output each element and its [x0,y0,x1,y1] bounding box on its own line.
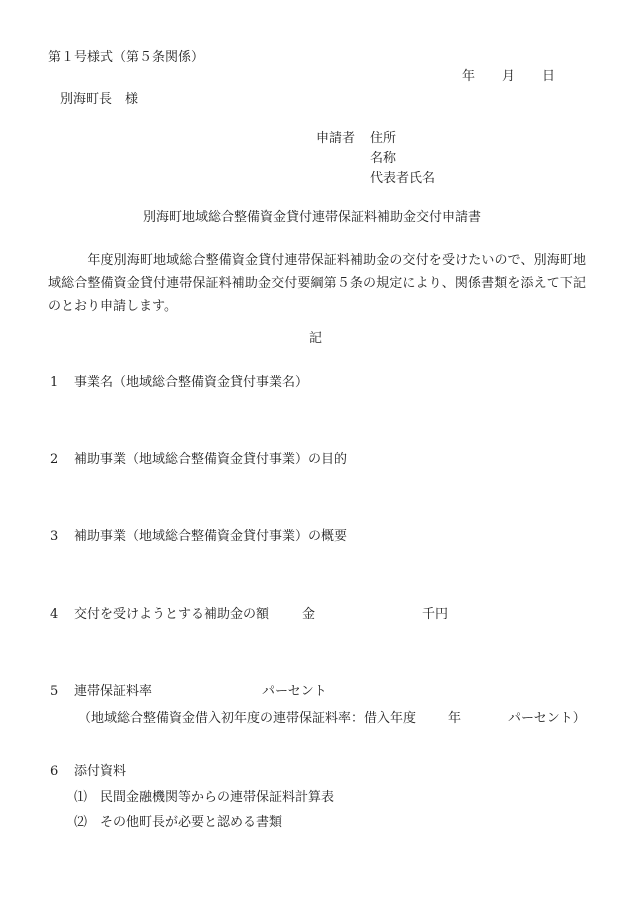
document-title: 別海町地域総合整備資金貸付連帯保証料補助金交付申請書 [143,210,482,225]
applicant-representative: 代表者氏名 [370,171,436,186]
date-year: 年 [462,69,476,84]
item-label: 連帯保証料率 [74,684,153,699]
sub-item-number: ⑴ [74,790,88,805]
date-day: 日 [542,69,556,84]
applicant-name: 名称 [370,151,397,166]
sub-item-number: ⑵ [74,815,88,830]
item-label: 補助事業（地域総合整備資金貸付事業）の概要 [74,529,348,544]
sub-item-label: その他町長が必要と認める書類 [100,815,283,830]
form-number: 第１号様式（第５条関係） [48,50,205,65]
rate-unit: パーセント [262,684,327,699]
item-number: 5 [50,684,59,699]
body-paragraph: 年度別海町地域総合整備資金貸付連帯保証料補助金の交付を受けたいので、別海町地域総合整備資金貸付連帯保証料補助金交付要綱第５条の規定により、関係書類を添えて下記のとおり申請します。 [48,253,586,314]
amount-kin: 金 [302,607,316,622]
item-number: 3 [50,529,59,544]
item-label: 補助事業（地域総合整備資金貸付事業）の目的 [74,452,348,467]
rate-note-open: （地域総合整備資金借入初年度の連帯保証料率：借入年度 [78,711,417,726]
amount-unit: 千円 [422,607,449,622]
item-label: 添付資料 [74,764,127,779]
item-number: 1 [50,375,59,390]
addressee: 別海町長 様 [60,92,139,107]
item-label: 交付を受けようとする補助金の額 [74,607,270,622]
applicant-label: 申請者 [316,131,356,146]
item-number: 2 [50,452,59,467]
rate-note-year: 年 [448,711,462,726]
sub-item-label: 民間金融機関等からの連帯保証料計算表 [100,790,335,805]
applicant-address: 住所 [370,131,397,146]
item-label: 事業名（地域総合整備資金貸付事業名） [74,375,309,390]
item-number: 4 [50,607,59,622]
ki-heading: 記 [309,331,323,346]
rate-note-close: パーセント） [508,711,586,726]
date-month: 月 [502,69,516,84]
item-number: 6 [50,764,59,779]
